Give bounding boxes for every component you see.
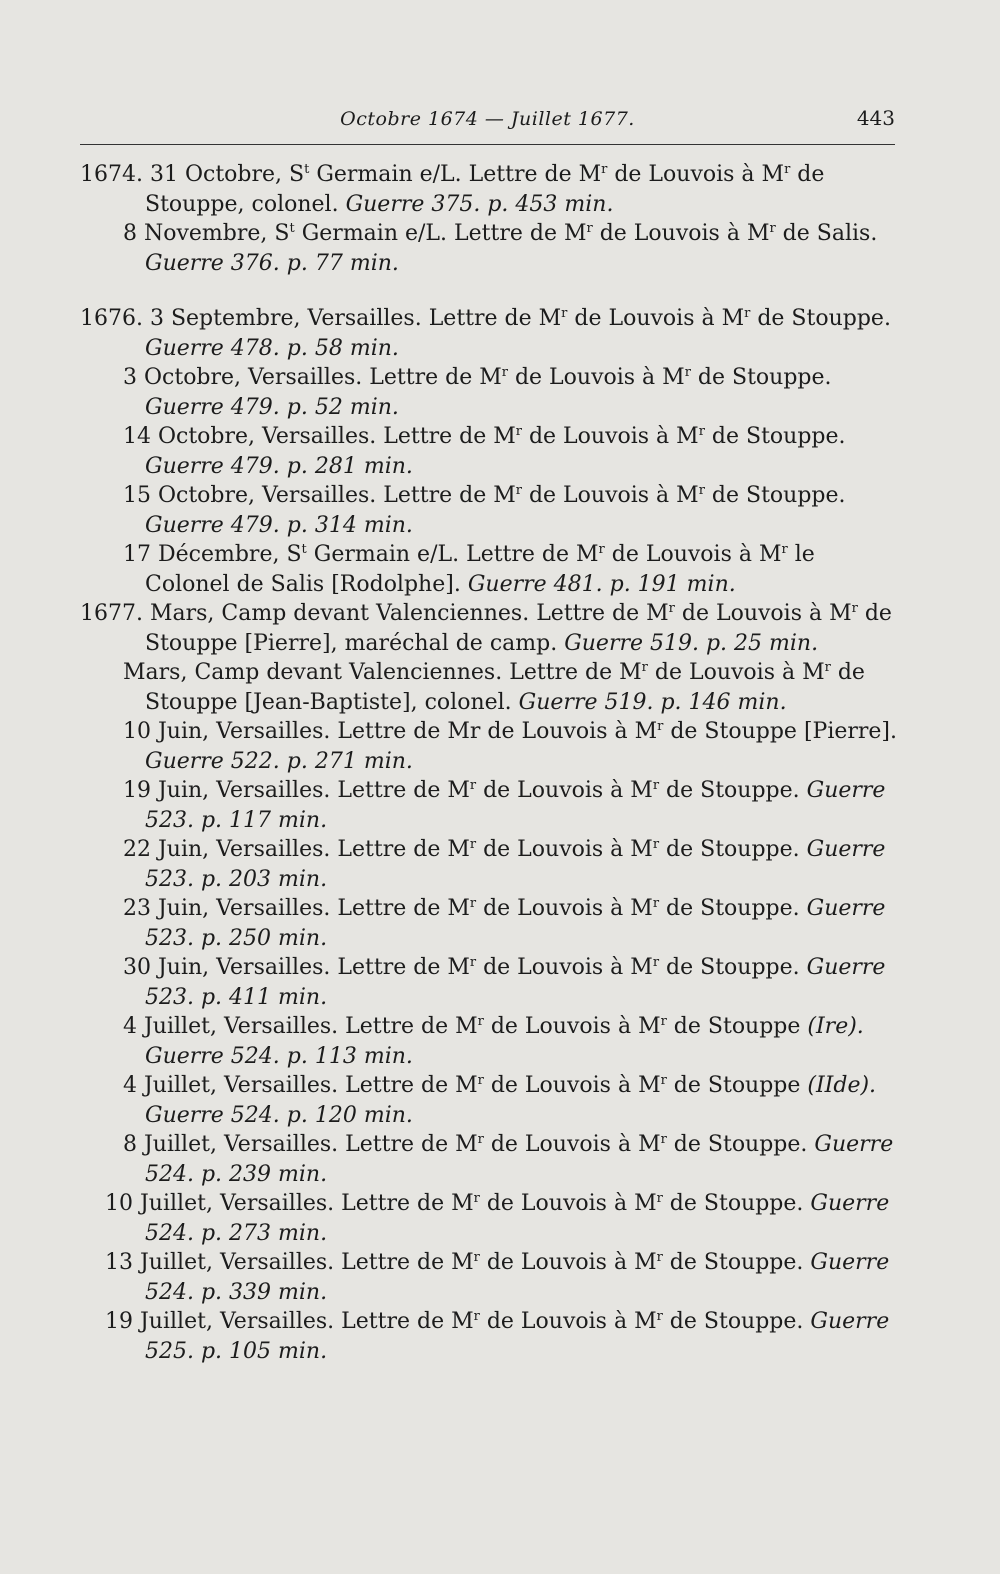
entry-place-pre: Versailles. (307, 306, 429, 331)
entry-place-pre: Versailles. (248, 365, 370, 390)
entry-m1: M (578, 162, 602, 187)
entry-date: 19 Juin, (123, 778, 217, 803)
entry-m2sup: r (684, 365, 691, 380)
entry-m2: M (829, 601, 852, 626)
entry-lettre: Lettre de (369, 365, 480, 390)
entry-date: 4 Juillet, (123, 1073, 224, 1098)
entry-lettre: Lettre de (536, 601, 647, 626)
entry-m1sup: r (473, 1309, 480, 1324)
entry-place-pre: Versailles. (216, 778, 338, 803)
entry-dest: de Stouppe [Pierre], maréchal de camp. (145, 601, 892, 656)
entry-dest: de Stouppe. (750, 306, 891, 331)
entry-place-pre: Camp devant Valenciennes. (194, 660, 510, 685)
entry-m2sup: r (652, 837, 660, 852)
entry-ref: Guerre 524. p. 120 min. (145, 1102, 413, 1128)
entry-dest: de Stouppe. (659, 896, 807, 921)
entry-ref: Guerre 523. p. 250 min. (145, 896, 886, 951)
entry-place-pre: Versailles. (216, 955, 338, 980)
entry-m2: M (721, 306, 745, 331)
entry-date: 3 Octobre, (123, 365, 249, 390)
entry-m2: M (676, 483, 699, 508)
list-item (80, 1012, 905, 1071)
entry-place-pre: Versailles. (216, 837, 338, 862)
entry-lettre: Lettre de (337, 955, 448, 980)
entry-m1sup: r (477, 1132, 484, 1147)
entry-lettre: Lettre de (337, 837, 448, 862)
entry-m2: M (630, 778, 653, 803)
entry-ref: Guerre 479. p. 314 min. (145, 512, 413, 538)
entry-m1: M (447, 837, 470, 862)
entry-date: 15 Octobre, (123, 483, 263, 508)
entry-m1sup: r (601, 162, 608, 177)
entry-m1sup: r (473, 1250, 480, 1265)
entry-date: 8 Juillet, (123, 1132, 224, 1157)
list-item (80, 1248, 905, 1307)
entry-m2sup: r (657, 719, 664, 734)
entry-place-post: Germain e/L. (294, 221, 455, 246)
entry-m2sup: r (656, 1309, 663, 1324)
list-item (80, 219, 905, 278)
entry-m2: M (634, 719, 658, 744)
entry-m2sup: r (851, 601, 858, 616)
list-item (80, 481, 905, 540)
entry-ref: Guerre 375. p. 453 min. (345, 191, 614, 217)
entry-mid: de Louvois à (604, 542, 759, 567)
entry-ref: Guerre 523. p. 411 min. (145, 955, 886, 1010)
entry-m2: M (638, 1073, 661, 1098)
entry-m1sup: r (586, 221, 593, 236)
entry-dest: de Stouppe [Jean-Baptiste], colonel. (145, 660, 865, 715)
entry-place-pre: S (289, 162, 305, 187)
entry-m1sup: r (477, 1073, 484, 1088)
list-item (80, 776, 905, 835)
entry-m2sup: r (784, 162, 791, 177)
entry-ref: Guerre 479. p. 281 min. (145, 453, 413, 479)
entry-m2sup: r (698, 424, 705, 439)
entry-ref: Guerre 524. p. 273 min. (145, 1191, 890, 1246)
entry-dest: de Stouppe. (659, 837, 807, 862)
entry-place-post: Germain e/L. (309, 162, 469, 187)
entry-dest: de Stouppe. (704, 483, 846, 508)
list-item (80, 835, 905, 894)
entry-dest: de Stouppe. (690, 365, 832, 390)
entry-ref: Guerre 524. p. 339 min. (145, 1250, 890, 1305)
entry-date: 17 Décembre, (123, 542, 287, 567)
entry-dest: de Stouppe. (662, 1191, 811, 1216)
entry-m1: M (455, 1014, 478, 1039)
entry-place-pre: Versailles. (219, 1250, 342, 1275)
page-number: 443 (856, 106, 895, 130)
entry-m1: M (619, 660, 642, 685)
entry-m2sup: r (652, 778, 660, 793)
entry-m2: M (630, 896, 653, 921)
entry-m2: M (638, 1014, 661, 1039)
entry-m2: M (676, 424, 699, 449)
entry-m1sup: r (501, 365, 508, 380)
entry-mid: de Louvois à (476, 837, 631, 862)
entry-place-pre: Versailles. (262, 424, 384, 449)
list-item (80, 658, 905, 717)
entry-m2sup: r (652, 896, 660, 911)
entry-mid: de Louvois à (483, 1073, 639, 1098)
entry-place-sup: t (304, 162, 310, 177)
entry-m1: M (447, 896, 470, 921)
entry-m2sup: r (656, 1250, 663, 1265)
entry-mid: de Louvois à (592, 221, 747, 246)
entry-m2sup: r (769, 221, 776, 236)
entry-ref: Guerre 524. p. 113 min. (145, 1043, 413, 1069)
entry-lettre: Lettre de (509, 660, 620, 685)
entry-lettre: Lettre de (337, 896, 448, 921)
list-item (80, 953, 905, 1012)
entry-ref: Guerre 479. p. 52 min. (145, 394, 399, 420)
entry-mid: de Louvois à (476, 896, 631, 921)
entry-mid: de Louvois à (480, 719, 635, 744)
entry-lettre: Lettre de (345, 1014, 456, 1039)
entry-lettre: Lettre de (428, 306, 539, 331)
entry-mid: de Louvois à (567, 306, 722, 331)
entry-date: 13 Juillet, (105, 1250, 220, 1275)
entry-mid: de Louvois à (476, 955, 631, 980)
entry-m1: M (451, 1191, 474, 1216)
entry-m1: M (447, 955, 470, 980)
entry-mid: de Louvois à (476, 778, 631, 803)
list-item (80, 1189, 905, 1248)
entry-m1sup: r (598, 542, 605, 557)
entry-m1sup: r (515, 424, 522, 439)
entry-date: 1677. Mars, (80, 601, 222, 626)
entry-date: 4 Juillet, (123, 1014, 224, 1039)
entry-lettre: Lettre de (337, 719, 448, 744)
entry-dest: de Stouppe. (662, 1250, 811, 1275)
entry-dest: le Colonel de Salis [Rodolphe]. (145, 542, 815, 597)
entry-dest: de Stouppe, colonel. (145, 162, 825, 217)
entry-m1: M (447, 778, 470, 803)
entry-m2: M (634, 1309, 657, 1334)
entry-note: (Ire). (807, 1014, 864, 1039)
entry-m1: M (538, 306, 562, 331)
list-item (80, 1071, 905, 1130)
entry-m2: M (634, 1250, 657, 1275)
entry-m1sup: r (668, 601, 675, 616)
entry-place-pre: S (286, 542, 302, 567)
entry-date: 14 Octobre, (123, 424, 263, 449)
entry-mid: de Louvois à (674, 601, 830, 626)
entry-m2: M (638, 1132, 661, 1157)
entry-date: 30 Juin, (123, 955, 217, 980)
entry-m2: M (761, 162, 785, 187)
entry-dest: de Stouppe. (666, 1132, 815, 1157)
entry-m1: M (479, 365, 502, 390)
entry-lettre: Lettre de (337, 778, 448, 803)
list-item (80, 599, 905, 658)
entry-place-pre: S (274, 221, 290, 246)
entry-mid: de Louvois à (483, 1014, 639, 1039)
entry-mid: de Louvois à (521, 483, 677, 508)
entry-ref: Guerre 522. p. 271 min. (145, 748, 413, 774)
entry-m2sup: r (698, 483, 705, 498)
list-item (80, 304, 905, 363)
entry-m1: M (455, 1132, 478, 1157)
entry-lettre: Lettre de (383, 483, 494, 508)
entry-date: 10 Juin, (123, 719, 217, 744)
entry-m1: M (493, 483, 516, 508)
list-item (80, 894, 905, 953)
entry-ref: Guerre 523. p. 203 min. (145, 837, 886, 892)
entry-m1sup: r (469, 896, 477, 911)
entry-m1sup: r (561, 306, 568, 321)
entry-ref: Guerre 525. p. 105 min. (145, 1309, 890, 1364)
entry-m2sup: r (660, 1014, 667, 1029)
entry-mid: de Louvois à (521, 424, 677, 449)
entry-ref: Guerre 478. p. 58 min. (145, 335, 399, 361)
entry-ref: Guerre 524. p. 239 min. (145, 1132, 894, 1187)
entry-m2sup: r (656, 1191, 663, 1206)
entry-date: 1674. 31 Octobre, (80, 162, 290, 187)
entry-m2sup: r (744, 306, 751, 321)
entries-list (80, 160, 905, 1366)
running-header (80, 100, 895, 145)
entry-mid: de Louvois à (483, 1132, 639, 1157)
entry-m2sup: r (652, 955, 660, 970)
entry-place-sup: t (289, 221, 295, 236)
entry-m1sup: r (477, 1014, 484, 1029)
entry-m2sup: r (824, 660, 831, 675)
entry-m2sup: r (660, 1132, 667, 1147)
entry-ref: Guerre 376. p. 77 min. (145, 250, 399, 276)
entry-ref: Guerre 519. p. 146 min. (518, 689, 787, 715)
entry-dest: de Salis. (775, 221, 878, 246)
entry-ref: Guerre 519. p. 25 min. (564, 630, 819, 656)
entry-lettre: Lettre de (341, 1191, 452, 1216)
entry-m1: Mr (447, 719, 481, 744)
entry-place-pre: Versailles. (223, 1132, 346, 1157)
entry-date: 19 Juillet, (105, 1309, 220, 1334)
entry-ref: Guerre 481. p. 191 min. (467, 571, 736, 597)
entry-place-sup: t (301, 542, 307, 557)
entry-lettre: Lettre de (468, 162, 579, 187)
entry-place-pre: Versailles. (219, 1191, 342, 1216)
entry-mid: de Louvois à (479, 1309, 635, 1334)
list-item (80, 422, 905, 481)
entry-place-pre: Versailles. (223, 1073, 346, 1098)
list-item (80, 717, 905, 776)
entry-place-pre: Versailles. (223, 1014, 346, 1039)
entry-date: 23 Juin, (123, 896, 217, 921)
entry-ref: Guerre 523. p. 117 min. (145, 778, 886, 833)
entry-place-pre: Versailles. (262, 483, 384, 508)
entry-m1: M (455, 1073, 478, 1098)
entry-m2: M (758, 542, 782, 567)
entry-mid: de Louvois à (479, 1250, 635, 1275)
entry-place-pre: Versailles. (216, 896, 338, 921)
entry-m1sup: r (469, 955, 477, 970)
entry-mid: de Louvois à (479, 1191, 635, 1216)
entry-date: 22 Juin, (123, 837, 217, 862)
entry-m1: M (493, 424, 516, 449)
entry-m2sup: r (781, 542, 788, 557)
entry-m2: M (634, 1191, 657, 1216)
entry-m1: M (451, 1309, 474, 1334)
entry-lettre: Lettre de (466, 542, 577, 567)
entry-m2: M (746, 221, 770, 246)
entry-mid: de Louvois à (607, 162, 762, 187)
entry-dest: de Stouppe (666, 1014, 808, 1039)
entry-lettre: Lettre de (383, 424, 494, 449)
entry-dest: de Stouppe. (704, 424, 846, 449)
list-item (80, 363, 905, 422)
entry-date: 1676. 3 Septembre, (80, 306, 308, 331)
entry-lettre: Lettre de (454, 221, 564, 246)
list-item (80, 1307, 905, 1366)
entry-lettre: Lettre de (341, 1309, 452, 1334)
list-item (80, 1130, 905, 1189)
entry-lettre: Lettre de (345, 1073, 456, 1098)
entry-m1sup: r (515, 483, 522, 498)
entry-place-post: Germain e/L. (306, 542, 467, 567)
entry-m1sup: r (469, 778, 477, 793)
entry-m2: M (802, 660, 825, 685)
entry-m2: M (630, 955, 653, 980)
entry-m1: M (563, 221, 587, 246)
entry-m1sup: r (469, 837, 477, 852)
entry-place-pre: Versailles. (219, 1309, 342, 1334)
entry-m2: M (630, 837, 653, 862)
list-item (80, 540, 905, 599)
entry-m1: M (646, 601, 669, 626)
entry-place-pre: Versailles. (216, 719, 338, 744)
entry-date: 10 Juillet, (105, 1191, 220, 1216)
entry-place-pre: Camp devant Valenciennes. (221, 601, 537, 626)
entry-date: 8 Novembre, (123, 221, 275, 246)
entry-m1: M (576, 542, 599, 567)
entry-dest: de Stouppe. (662, 1309, 811, 1334)
entry-m1: M (451, 1250, 474, 1275)
entry-dest: de Stouppe (666, 1073, 808, 1098)
entry-m1sup: r (473, 1191, 480, 1206)
entry-lettre: Lettre de (345, 1132, 456, 1157)
entry-dest: de Stouppe. (659, 778, 807, 803)
entry-date: Mars, (123, 660, 195, 685)
entry-m2sup: r (660, 1073, 667, 1088)
entry-note: (IIde). (807, 1073, 877, 1098)
entry-mid: de Louvois à (647, 660, 803, 685)
entry-m2: M (662, 365, 685, 390)
entry-lettre: Lettre de (341, 1250, 452, 1275)
list-item (80, 160, 905, 219)
entry-m1sup: r (641, 660, 648, 675)
entry-dest: de Stouppe. (659, 955, 807, 980)
entry-mid: de Louvois à (507, 365, 663, 390)
running-title: Octobre 1674 — Juillet 1677. (340, 108, 635, 130)
entry-dest: de Stouppe [Pierre]. (663, 719, 898, 744)
